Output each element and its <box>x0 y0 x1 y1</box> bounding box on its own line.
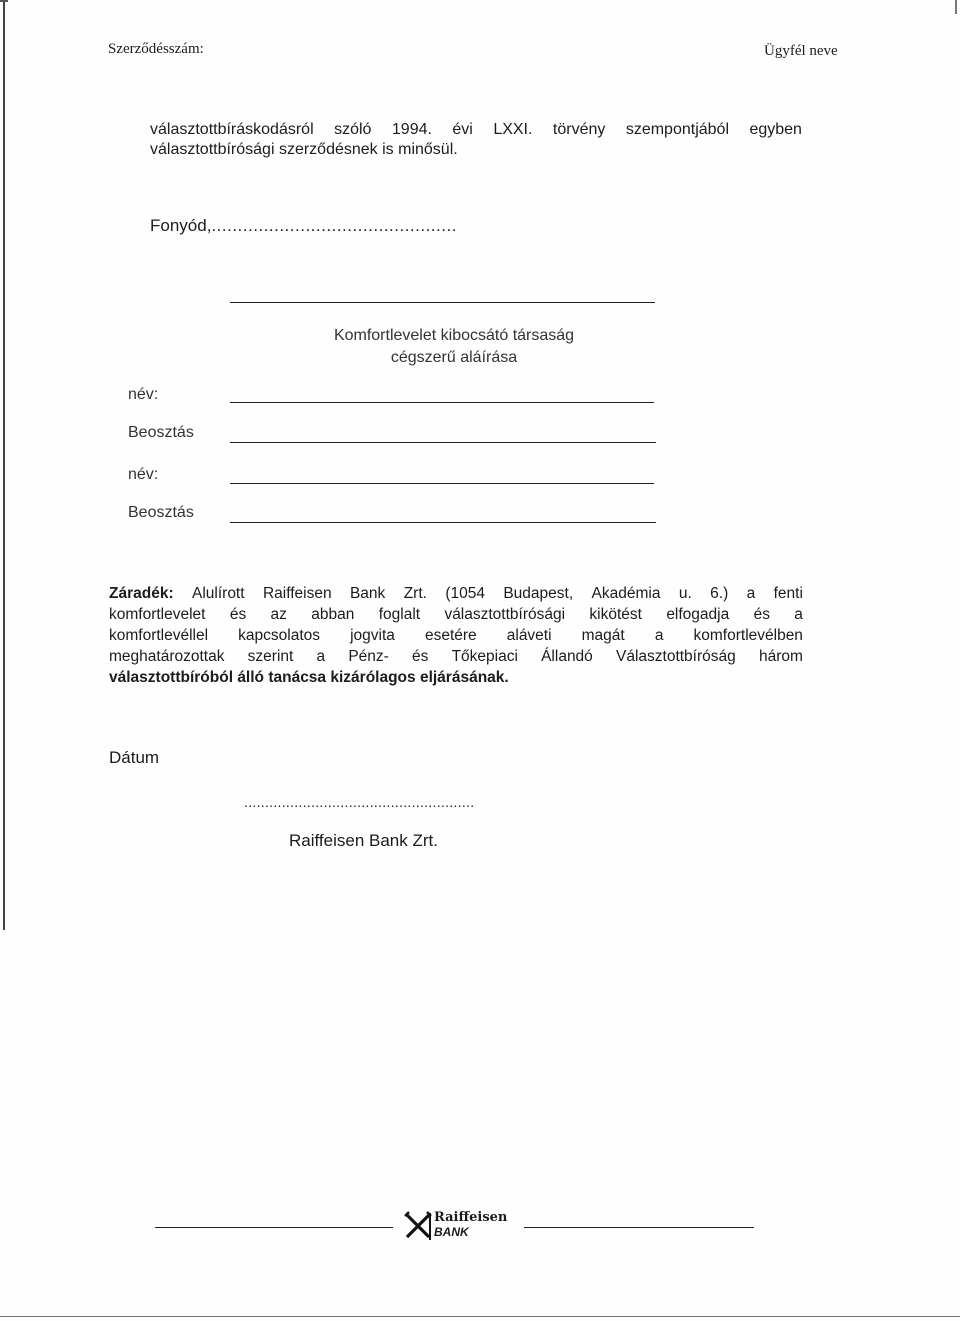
word: Bank <box>349 585 386 602</box>
word: szerint <box>247 648 294 665</box>
word: választottbíráskodásról <box>150 121 314 138</box>
word: az <box>270 606 287 623</box>
word: foglalt <box>378 606 421 623</box>
clause-line-3 <box>109 625 803 646</box>
scan-edge-corner <box>0 0 8 2</box>
word: aláveti <box>506 627 552 644</box>
word: (1054 <box>445 585 485 602</box>
word: Zrt. <box>403 585 427 602</box>
position-line-1 <box>230 442 656 443</box>
word: Budapest, <box>503 585 574 602</box>
clause-line-4 <box>109 646 803 667</box>
name-line-2 <box>230 483 654 484</box>
name-label-1: név: <box>128 386 159 403</box>
word: és <box>412 648 429 665</box>
word: Raiffeisen <box>262 585 332 602</box>
clause-title: Záradék: <box>109 585 174 602</box>
signature-caption <box>230 325 678 369</box>
word: LXXI. <box>493 121 533 138</box>
clause-paragraph <box>109 583 803 688</box>
word: komfortlevéllel <box>109 627 209 644</box>
word: kikötést <box>589 606 642 623</box>
word: a <box>654 627 664 644</box>
word: kapcsolatos <box>238 627 320 644</box>
bank-signature-dots: ....................................................... <box>244 794 475 810</box>
word: Állandó <box>541 648 593 665</box>
word: komfortlevelet <box>109 606 206 623</box>
word: Tőkepiaci <box>451 648 518 665</box>
word: három <box>758 648 803 665</box>
position-label-1: Beosztás <box>128 424 194 441</box>
word: és <box>229 606 247 623</box>
word: Pénz- <box>348 648 389 665</box>
intro-line-2: választottbírósági szerződésnek is minősül. <box>150 141 458 158</box>
position-label-2: Beosztás <box>128 504 194 521</box>
contract-number-label: Szerződésszám: <box>108 41 204 57</box>
word: magát <box>581 627 625 644</box>
word: meghatározottak <box>109 648 225 665</box>
word: a <box>746 585 756 602</box>
signature-caption-line-2: cégszerű aláírása <box>390 349 518 366</box>
word: abban <box>311 606 355 623</box>
word: jogvita <box>350 627 395 644</box>
place-date-line <box>150 216 457 236</box>
logo-word-raiffeisen: Raiffeisen <box>434 1210 508 1225</box>
position-line-2 <box>230 522 656 523</box>
word: Alulírott <box>192 585 245 602</box>
word: elfogadja <box>666 606 730 623</box>
scan-edge-bottom <box>0 1316 960 1317</box>
clause-line-2 <box>109 604 803 625</box>
raiffeisen-logo <box>404 1210 514 1242</box>
intro-paragraph <box>150 120 802 160</box>
intro-line-1 <box>150 120 802 140</box>
place-name: Fonyód, <box>150 216 212 235</box>
word: egyben <box>749 121 802 138</box>
clause-line-1 <box>109 583 803 604</box>
word: komfortlevélben <box>693 627 803 644</box>
word: 1994. <box>391 121 432 138</box>
word: Akadémia <box>591 585 661 602</box>
word: esetére <box>424 627 477 644</box>
word: törvény <box>552 121 606 138</box>
word: szóló <box>334 121 372 138</box>
word: fenti <box>773 585 803 602</box>
name-line-1 <box>230 402 654 403</box>
word: a <box>316 648 326 665</box>
word: Választottbíróság <box>616 648 736 665</box>
word: a <box>794 606 803 623</box>
scan-edge-left <box>3 0 5 930</box>
gable-cross-icon <box>404 1211 432 1241</box>
word: szempontjából <box>625 121 729 138</box>
signature-caption-line-1: Komfortlevelet kibocsátó társaság <box>333 327 575 344</box>
signature-line <box>230 302 655 303</box>
word: évi <box>452 121 473 138</box>
footer-line-left <box>155 1227 393 1228</box>
word: és <box>753 606 770 623</box>
client-name-label: Ügyfél neve <box>764 43 838 59</box>
footer-line-right <box>524 1227 754 1228</box>
logo-word-bank: BANK <box>434 1225 469 1239</box>
scan-edge-right <box>955 0 957 14</box>
clause-line-5: választottbíróból álló tanácsa kizárólagos eljárásának. <box>109 669 509 686</box>
name-label-2: név: <box>128 466 159 483</box>
word: u. <box>678 585 692 602</box>
word: 6.) <box>710 585 729 602</box>
word: választottbírósági <box>444 606 566 623</box>
date-label: Dátum <box>109 748 160 767</box>
bank-signature-name: Raiffeisen Bank Zrt. <box>289 831 438 850</box>
place-dots: ............................................... <box>211 216 457 235</box>
